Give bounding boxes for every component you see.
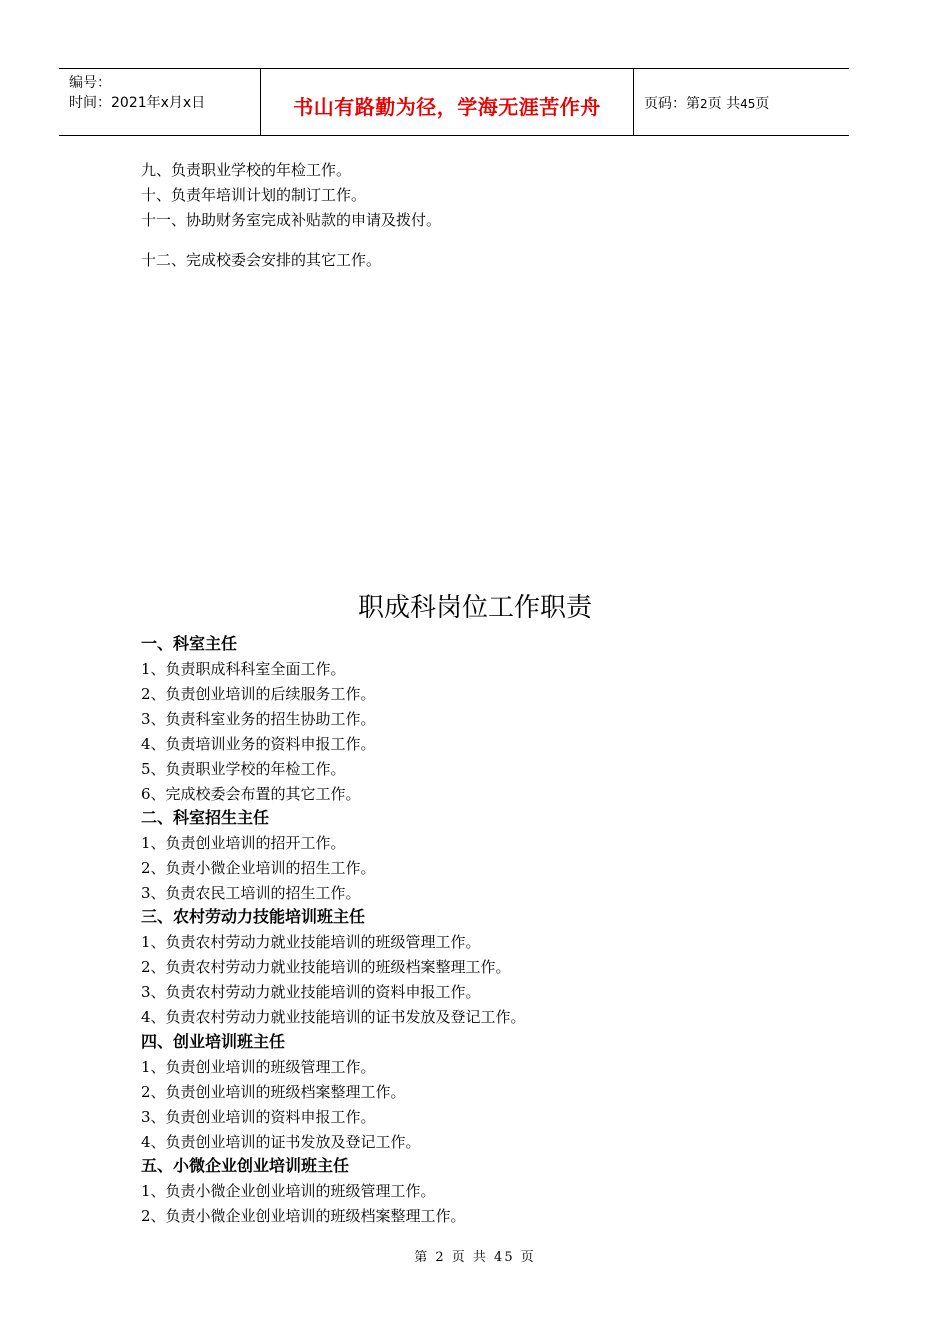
page-total: 45 bbox=[740, 97, 756, 111]
time-value: 2021年x月x日 bbox=[111, 95, 206, 111]
number-label: 编号： bbox=[69, 75, 111, 91]
page-header bbox=[59, 68, 849, 136]
list-item: 1、负责农村劳动力就业技能培训的班级管理工作。 bbox=[141, 933, 481, 951]
list-item: 1、负责创业培训的班级管理工作。 bbox=[141, 1058, 376, 1076]
list-item: 3、负责农民工培训的招生工作。 bbox=[141, 884, 361, 902]
list-item: 1、负责职成科科室全面工作。 bbox=[141, 660, 346, 678]
section-heading: 四、创业培训班主任 bbox=[141, 1032, 286, 1051]
header-motto: 书山有路勤为径，学海无涯苦作舟 bbox=[293, 95, 601, 119]
list-item: 十、负责年培训计划的制订工作。 bbox=[141, 186, 367, 204]
list-item: 2、负责小微企业培训的招生工作。 bbox=[141, 859, 376, 877]
list-item: 十二、完成校委会安排的其它工作。 bbox=[141, 251, 382, 269]
list-item: 十一、协助财务室完成补贴款的申请及拨付。 bbox=[141, 211, 442, 229]
time-label: 时间： bbox=[69, 95, 111, 111]
list-item: 1、负责创业培训的招开工作。 bbox=[141, 834, 346, 852]
section-heading: 一、科室主任 bbox=[141, 634, 238, 653]
list-item: 九、负责职业学校的年检工作。 bbox=[141, 161, 352, 179]
header-page-info bbox=[634, 69, 849, 135]
list-item: 2、负责小微企业创业培训的班级档案整理工作。 bbox=[141, 1207, 466, 1225]
list-item: 4、负责农村劳动力就业技能培训的证书发放及登记工作。 bbox=[141, 1008, 526, 1026]
section-heading: 三、农村劳动力技能培训班主任 bbox=[141, 907, 366, 926]
list-item: 2、负责创业培训的后续服务工作。 bbox=[141, 685, 376, 703]
list-item: 2、负责创业培训的班级档案整理工作。 bbox=[141, 1083, 406, 1101]
section-heading: 五、小微企业创业培训班主任 bbox=[141, 1156, 350, 1175]
list-item: 1、负责小微企业创业培训的班级管理工作。 bbox=[141, 1182, 436, 1200]
page-current: 2 bbox=[700, 97, 708, 111]
page-suffix: 页 bbox=[755, 96, 770, 112]
page-label: 页码：第 bbox=[644, 96, 700, 112]
list-item: 3、负责农村劳动力就业技能培训的资料申报工作。 bbox=[141, 983, 481, 1001]
page-mid: 页 共 bbox=[707, 96, 741, 112]
header-motto-cell bbox=[260, 69, 634, 135]
list-item: 3、负责创业培训的资料申报工作。 bbox=[141, 1108, 376, 1126]
list-item: 5、负责职业学校的年检工作。 bbox=[141, 760, 346, 778]
list-item: 3、负责科室业务的招生协助工作。 bbox=[141, 710, 376, 728]
list-item: 4、负责创业培训的证书发放及登记工作。 bbox=[141, 1133, 421, 1151]
section-heading: 二、科室招生主任 bbox=[141, 808, 270, 827]
list-item: 4、负责培训业务的资料申报工作。 bbox=[141, 735, 376, 753]
list-item: 2、负责农村劳动力就业技能培训的班级档案整理工作。 bbox=[141, 958, 511, 976]
list-item: 6、完成校委会布置的其它工作。 bbox=[141, 785, 361, 803]
doc-title: 职成科岗位工作职责 bbox=[357, 593, 592, 623]
time-line bbox=[69, 93, 260, 113]
header-meta bbox=[59, 69, 260, 135]
page-footer: 第 2 页 共 45 页 bbox=[414, 1250, 536, 1265]
